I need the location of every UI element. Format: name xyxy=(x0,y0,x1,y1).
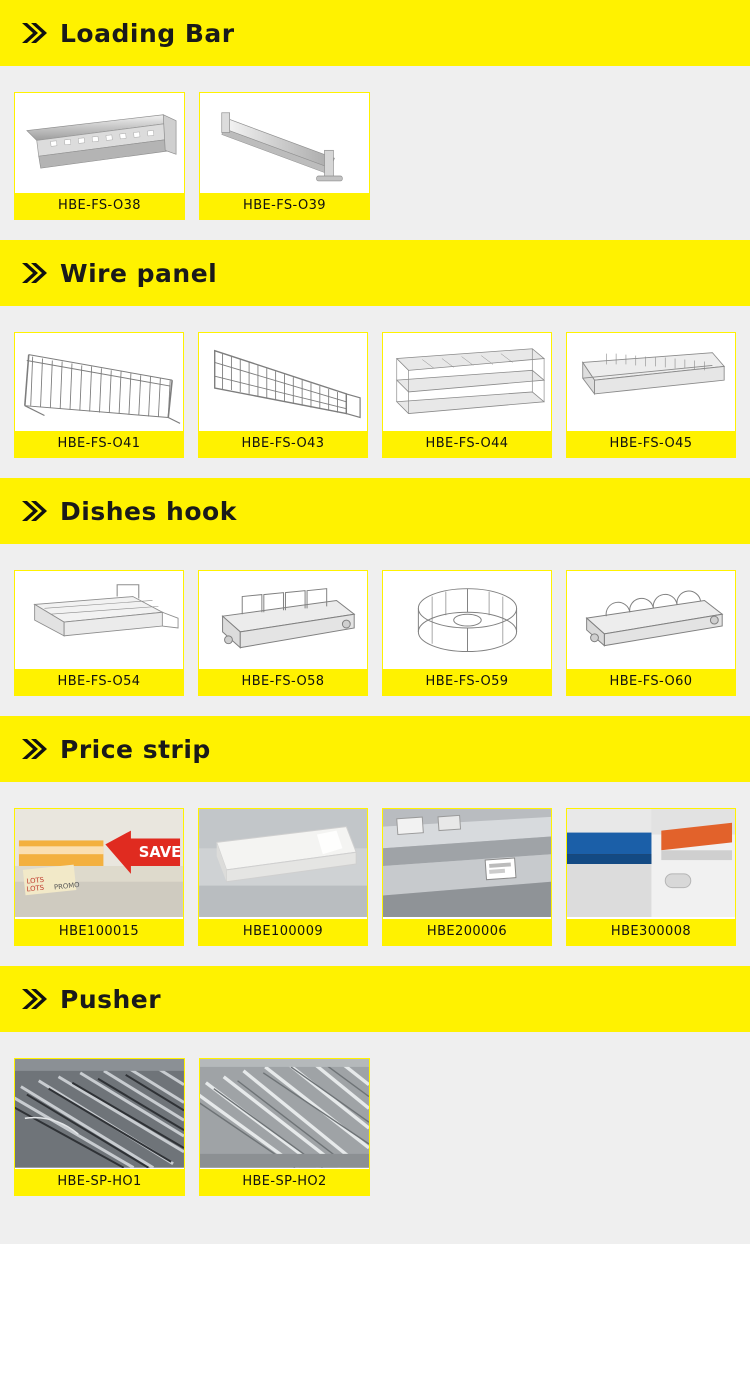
section-header-pusher xyxy=(0,966,750,1032)
product-card[interactable] xyxy=(382,570,552,696)
product-thumbnail xyxy=(15,809,183,919)
product-code: HBE-FS-O45 xyxy=(567,431,735,457)
product-thumbnail xyxy=(199,571,367,669)
section-title: Pusher xyxy=(60,984,162,1014)
product-row-dishes-hook xyxy=(0,562,750,716)
spacer xyxy=(0,544,750,562)
product-code: HBE-FS-O54 xyxy=(15,669,183,695)
product-card[interactable] xyxy=(198,332,368,458)
bar-bracket-icon xyxy=(200,93,369,192)
section-title: Price strip xyxy=(60,734,211,764)
section-header-dishes-hook xyxy=(0,478,750,544)
product-thumbnail xyxy=(567,809,735,919)
section-header-price-strip xyxy=(0,716,750,782)
product-thumbnail xyxy=(200,93,369,193)
wire-shelf-basket-icon xyxy=(567,333,735,431)
product-row-pusher xyxy=(0,1050,750,1216)
spacer xyxy=(0,1032,750,1050)
product-code: HBE-FS-O39 xyxy=(200,193,369,219)
product-code: HBE-FS-O60 xyxy=(567,669,735,695)
wire-shelf-divider-icon xyxy=(383,333,551,431)
product-card[interactable] xyxy=(198,570,368,696)
product-row-wire-panel xyxy=(0,324,750,478)
double-chevron-icon xyxy=(20,737,48,761)
dish-rack-slots-icon xyxy=(199,571,367,669)
product-thumbnail xyxy=(567,333,735,431)
spacer xyxy=(0,66,750,84)
svg-text:PROMO: PROMO xyxy=(53,880,80,892)
product-thumbnail xyxy=(383,809,551,919)
product-card[interactable] xyxy=(199,1058,370,1196)
product-card[interactable] xyxy=(198,808,368,946)
product-card[interactable] xyxy=(382,808,552,946)
product-card[interactable] xyxy=(566,332,736,458)
bar-perforated-icon xyxy=(15,93,184,192)
svg-text:SAVE: SAVE xyxy=(138,844,182,862)
product-code: HBE200006 xyxy=(383,919,551,945)
product-thumbnail xyxy=(200,1059,369,1169)
section-title: Dishes hook xyxy=(60,496,237,526)
bottom-spacer xyxy=(0,1216,750,1244)
product-thumbnail xyxy=(383,333,551,431)
product-code: HBE-FS-O38 xyxy=(15,193,184,219)
photo-white-strip xyxy=(199,809,367,917)
product-thumbnail xyxy=(15,333,183,431)
double-chevron-icon xyxy=(20,987,48,1011)
product-code: HBE-FS-O44 xyxy=(383,431,551,457)
wire-panel-slope-icon xyxy=(199,333,367,431)
photo-pusher-dark xyxy=(15,1059,184,1168)
svg-text:LOTS: LOTS xyxy=(26,875,45,886)
product-code: HBE100015 xyxy=(15,919,183,945)
product-card[interactable] xyxy=(14,332,184,458)
product-thumbnail xyxy=(15,1059,184,1169)
photo-blue-strip xyxy=(567,809,735,917)
product-code: HBE-FS-O43 xyxy=(199,431,367,457)
product-thumbnail xyxy=(15,93,184,193)
double-chevron-icon xyxy=(20,261,48,285)
spacer xyxy=(0,782,750,800)
product-code: HBE-SP-HO1 xyxy=(15,1169,184,1195)
photo-pusher-grid xyxy=(200,1059,369,1168)
photo-shelf-labels xyxy=(383,809,551,917)
dish-rack-flat-icon xyxy=(15,571,183,669)
product-card[interactable] xyxy=(14,1058,185,1196)
product-card[interactable] xyxy=(14,570,184,696)
product-thumbnail xyxy=(567,571,735,669)
product-card[interactable] xyxy=(14,808,184,946)
product-code: HBE100009 xyxy=(199,919,367,945)
product-card[interactable] xyxy=(566,570,736,696)
double-chevron-icon xyxy=(20,21,48,45)
product-code: HBE-FS-O59 xyxy=(383,669,551,695)
product-card[interactable] xyxy=(199,92,370,220)
product-code: HBE-SP-HO2 xyxy=(200,1169,369,1195)
product-code: HBE300008 xyxy=(567,919,735,945)
product-thumbnail xyxy=(199,809,367,919)
section-header-wire-panel xyxy=(0,240,750,306)
svg-text:LOTS: LOTS xyxy=(26,883,45,894)
product-thumbnail xyxy=(383,571,551,669)
product-row-loading-bar xyxy=(0,84,750,240)
product-code: HBE-FS-O58 xyxy=(199,669,367,695)
product-card[interactable] xyxy=(14,92,185,220)
double-chevron-icon xyxy=(20,499,48,523)
product-card[interactable] xyxy=(382,332,552,458)
section-title: Loading Bar xyxy=(60,18,235,48)
product-row-price-strip xyxy=(0,800,750,966)
product-thumbnail xyxy=(15,571,183,669)
section-title: Wire panel xyxy=(60,258,218,288)
dish-rack-arches-icon xyxy=(567,571,735,669)
photo-save-arrow xyxy=(15,809,183,917)
wire-fence-icon xyxy=(15,333,183,431)
product-code: HBE-FS-O41 xyxy=(15,431,183,457)
spacer xyxy=(0,306,750,324)
product-card[interactable] xyxy=(566,808,736,946)
section-header-loading-bar xyxy=(0,0,750,66)
dish-rack-round-icon xyxy=(383,571,551,669)
product-thumbnail xyxy=(199,333,367,431)
